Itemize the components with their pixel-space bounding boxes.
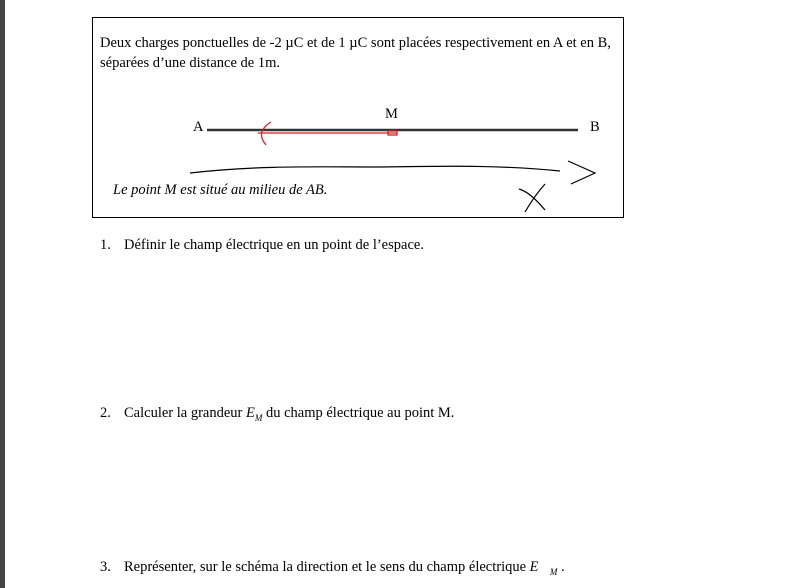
label-a: A	[193, 119, 204, 135]
hand-drawn-arrow	[190, 161, 595, 184]
label-m: M	[385, 106, 398, 122]
question-text: Représenter, sur le schéma la direction et le sens du champ électrique	[124, 559, 530, 575]
question-1	[100, 237, 424, 254]
question-number: 3.	[100, 559, 111, 575]
question-text-end: .	[557, 559, 565, 575]
question-text: Définir le champ électrique en un point de l’espace.	[124, 237, 424, 253]
question-2	[100, 405, 454, 423]
question-number: 1.	[100, 237, 111, 253]
midpoint-note: Le point M est situé au milieu de AB.	[113, 182, 328, 198]
hand-drawn-x-mark	[519, 184, 545, 212]
question-text: Calculer la grandeur	[124, 405, 246, 421]
statement-line-1: Deux charges ponctuelles de -2 µC et de 1 µC sont placées respectivement en A et en B,	[100, 35, 611, 51]
question-3	[100, 559, 565, 577]
question-number: 2.	[100, 405, 111, 421]
field-subscript: M	[254, 412, 263, 423]
statement-line-2: séparées d’une distance de 1m.	[100, 55, 280, 71]
field-subscript: M	[549, 566, 558, 577]
field-symbol: E	[245, 405, 255, 421]
field-vector-symbol: E⃗	[529, 559, 550, 575]
label-b: B	[590, 119, 600, 135]
question-text-end: du champ électrique au point M.	[262, 405, 455, 421]
red-field-arrow	[258, 122, 397, 145]
